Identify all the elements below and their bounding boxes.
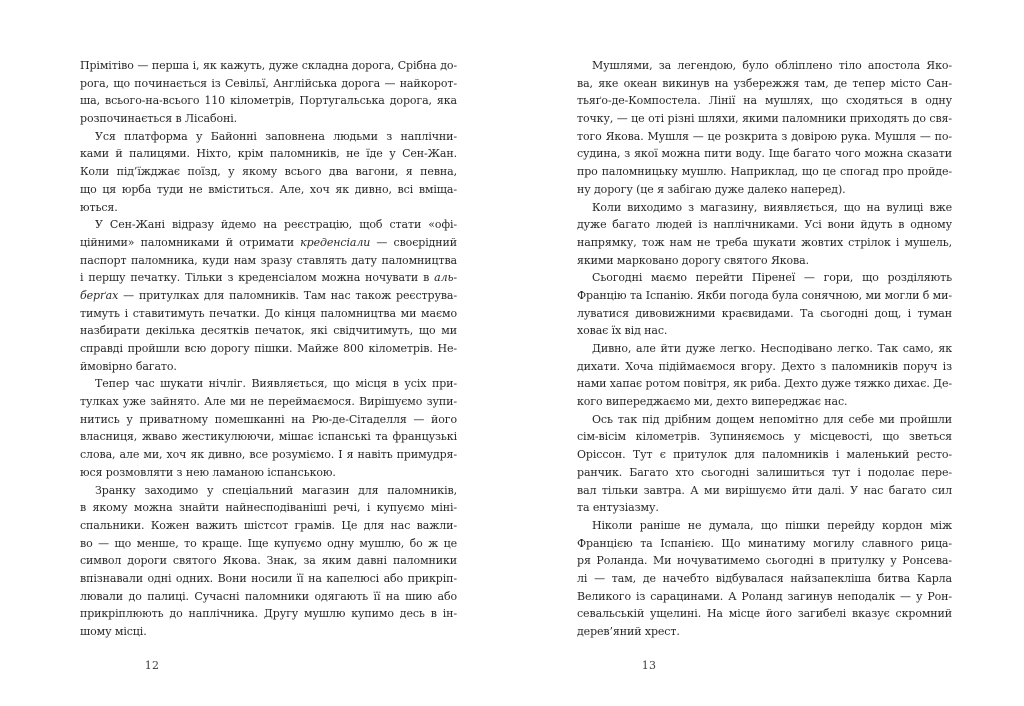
text-line: впізнавали одні одних. Вони носили її на капелюсі або прикріп- (80, 571, 457, 585)
text-line: шому місці. (80, 625, 147, 638)
text-line: ну дорогу (це я забігаю дуже далеко наперед). (577, 182, 846, 196)
text-line: сім-вісім кілометрів. Зупиняємось у місцевості, що зветься (577, 430, 952, 444)
text-line: ранчик. Багато хто сьогодні залишиться тут і подолає пере- (577, 465, 952, 479)
text-line: назбирати декілька десятків печаток, які свідчитимуть, що ми (80, 324, 457, 338)
text-line: дуже багато людей із наплічниками. Усі вони йдуть в одному (577, 218, 952, 232)
text-line: прикріплюють до наплічника. Другу мушлю купимо десь в ін- (80, 607, 457, 621)
text-line: справді пройшли всю дорогу пішки. Майже 800 кілометрів. Не- (80, 342, 457, 355)
left-page-text-column (80, 57, 457, 641)
text-line: юся розмовляти з нею ламаною іспанською. (80, 465, 336, 479)
text-segment: і першу печатку. Тільки з креденсіалом можна ночувати в (80, 271, 435, 285)
text-segment: — своєрідний (370, 235, 457, 249)
text-line: Уся платформа у Байонні заповнена людьми з наплічни- (95, 129, 457, 143)
text-line: Сьогодні маємо перейти Піренеї — гори, що розділяють (592, 271, 952, 285)
text-line: точку, — це оті різні шляхи, якими паломники приходять до свя- (577, 112, 952, 126)
text-line: якими марковано дорогу святого Якова. (577, 253, 809, 267)
text-line: розпочинається в Лісабоні. (80, 112, 238, 126)
text-line: слова, але ми, хоч як дивно, все розуміємо. І я навіть примудря- (80, 448, 457, 462)
text-line: Зранку заходимо у спеціальний магазин для паломників, (95, 483, 457, 497)
italic-text-segment: берґах (80, 288, 119, 302)
text-line: напрямку, тож нам не треба шукати жовтих стрілок і мушель, (577, 235, 952, 249)
text-line: про паломницьку мушлю. Наприклад, що це спогад про пройде- (577, 165, 952, 179)
text-line (80, 287, 457, 305)
text-line: Оріссон. Тут є притулок для паломників і маленький ресто- (577, 448, 952, 462)
text-line: лювали до палиці. Сучасні паломники одягають її на шию або (80, 589, 457, 603)
text-line: Прімітіво — перша і, як кажуть, дуже складна дорога, Срібна до- (80, 59, 457, 72)
text-line: нами хапає ротом повітря, як риба. Дехто дуже тяжко дихає. Де- (577, 377, 952, 391)
page-number-right: 13 (641, 659, 657, 672)
text-line: У Сен-Жані відразу йдемо на реєстрацію, щоб стати «офі- (95, 218, 457, 232)
text-line: власниця, жваво жестикулюючи, мішає іспанські та французькі (80, 430, 457, 444)
text-line: символ дороги святого Якова. Знак, за яким давні паломники (80, 554, 457, 568)
text-line: кого випереджаємо ми, дехто випереджає нас. (577, 395, 848, 409)
text-line: рога, що починається із Севільї, Англійська дорога — найкорот- (80, 76, 457, 90)
text-line: ховає їх від нас. (577, 324, 668, 338)
text-line: нитись у приватному помешканні на Рю-де-Сітаделля — його (80, 412, 457, 426)
text-segment: ційними» паломниками й отримати (80, 235, 301, 249)
text-line: ються. (80, 200, 118, 214)
text-line: Коли під’їжджає поїзд, у якому всього два вагони, я певна, (80, 165, 457, 179)
text-line (80, 234, 457, 252)
italic-text-segment: аль- (434, 271, 457, 285)
text-line: вал тільки завтра. А ми вирішуємо йти далі. У нас багато сил (577, 483, 952, 497)
text-line: Дивно, але йти дуже легко. Несподівано легко. Так само, як (592, 342, 952, 355)
text-line: Францію та Іспанію. Якби погода була сонячною, ми могли б ми- (577, 288, 952, 302)
text-line: луватися дивовижними краєвидами. Та сьогодні дощ, і туман (577, 306, 952, 320)
text-line: ша, всього-на-всього 110 кілометрів, Португальська дорога, яка (80, 94, 457, 108)
text-line: в якому можна знайти найнесподіваніші речі, і купуємо міні- (80, 501, 457, 515)
text-line: ймовірно багато. (80, 359, 177, 373)
text-line: во — що менше, то краще. Іще купуємо одну мушлю, бо ж це (80, 536, 457, 550)
text-line: Ось так під дрібним дощем непомітно для себе ми пройшли (592, 412, 952, 426)
text-line: ря Роланда. Ми ночуватимемо сьогодні в притулку у Ронсева- (577, 554, 952, 568)
text-line: севальській ущелині. На місце його загибелі вказує скромний (577, 607, 952, 621)
text-line: дерев’яний хрест. (577, 625, 680, 638)
text-line: Мушлями, за легендою, було обліплено тіло апостола Яко- (592, 59, 952, 72)
text-line: судина, з якої можна пити воду. Іще багато чого можна сказати (577, 147, 952, 161)
text-line: ва, яке океан викинув на узбережжя там, де тепер місто Сан- (577, 76, 952, 90)
right-page-text-column (577, 57, 952, 641)
text-line: спальники. Кожен важить шістсот грамів. Це для нас важли- (80, 518, 457, 532)
text-line: тьяґо-де-Компостела. Лінії на мушлях, що сходяться в одну (577, 94, 952, 108)
text-line: та ентузіазму. (577, 501, 659, 515)
text-line: Францією та Іспанією. Що минатиму могилу славного рица- (577, 536, 952, 550)
text-line: Тепер час шукати нічліг. Виявляється, що місця в усіх при- (95, 377, 457, 391)
text-line: лі — там, де начебто відбувалася найзапекліша битва Карла (577, 571, 952, 585)
page-number-left: 12 (144, 659, 160, 672)
text-line: дихати. Хоча підіймаємося вгору. Дехто з паломників поруч із (577, 359, 952, 373)
text-line: паспорт паломника, куди нам зразу ставлять дату паломництва (80, 253, 457, 267)
text-line: ками й палицями. Ніхто, крім паломників, не їде у Сен-Жан. (80, 147, 457, 161)
text-line: що ця юрба туди не вміститься. Але, хоч як дивно, всі вміща- (80, 182, 457, 196)
text-line: того Якова. Мушля — це розкрита з довірою рука. Мушля — по- (577, 129, 952, 143)
text-line: тимуть і ставитимуть печатки. До кінця паломництва ми маємо (80, 306, 457, 320)
italic-text-segment: креденсіали (300, 235, 371, 249)
text-line: Ніколи раніше не думала, що пішки перейду кордон між (592, 518, 952, 532)
text-line: Великого із сарацинами. А Роланд загинув неподалік — у Рон- (577, 589, 952, 603)
text-line: Коли виходимо з магазину, виявляється, що на вулиці вже (592, 200, 952, 214)
text-segment: — притулках для паломників. Там нас також реєструва- (118, 288, 457, 302)
text-line: тулках уже зайнято. Але ми не переймаємося. Вирішуємо зупи- (80, 395, 457, 409)
text-line (80, 269, 457, 287)
